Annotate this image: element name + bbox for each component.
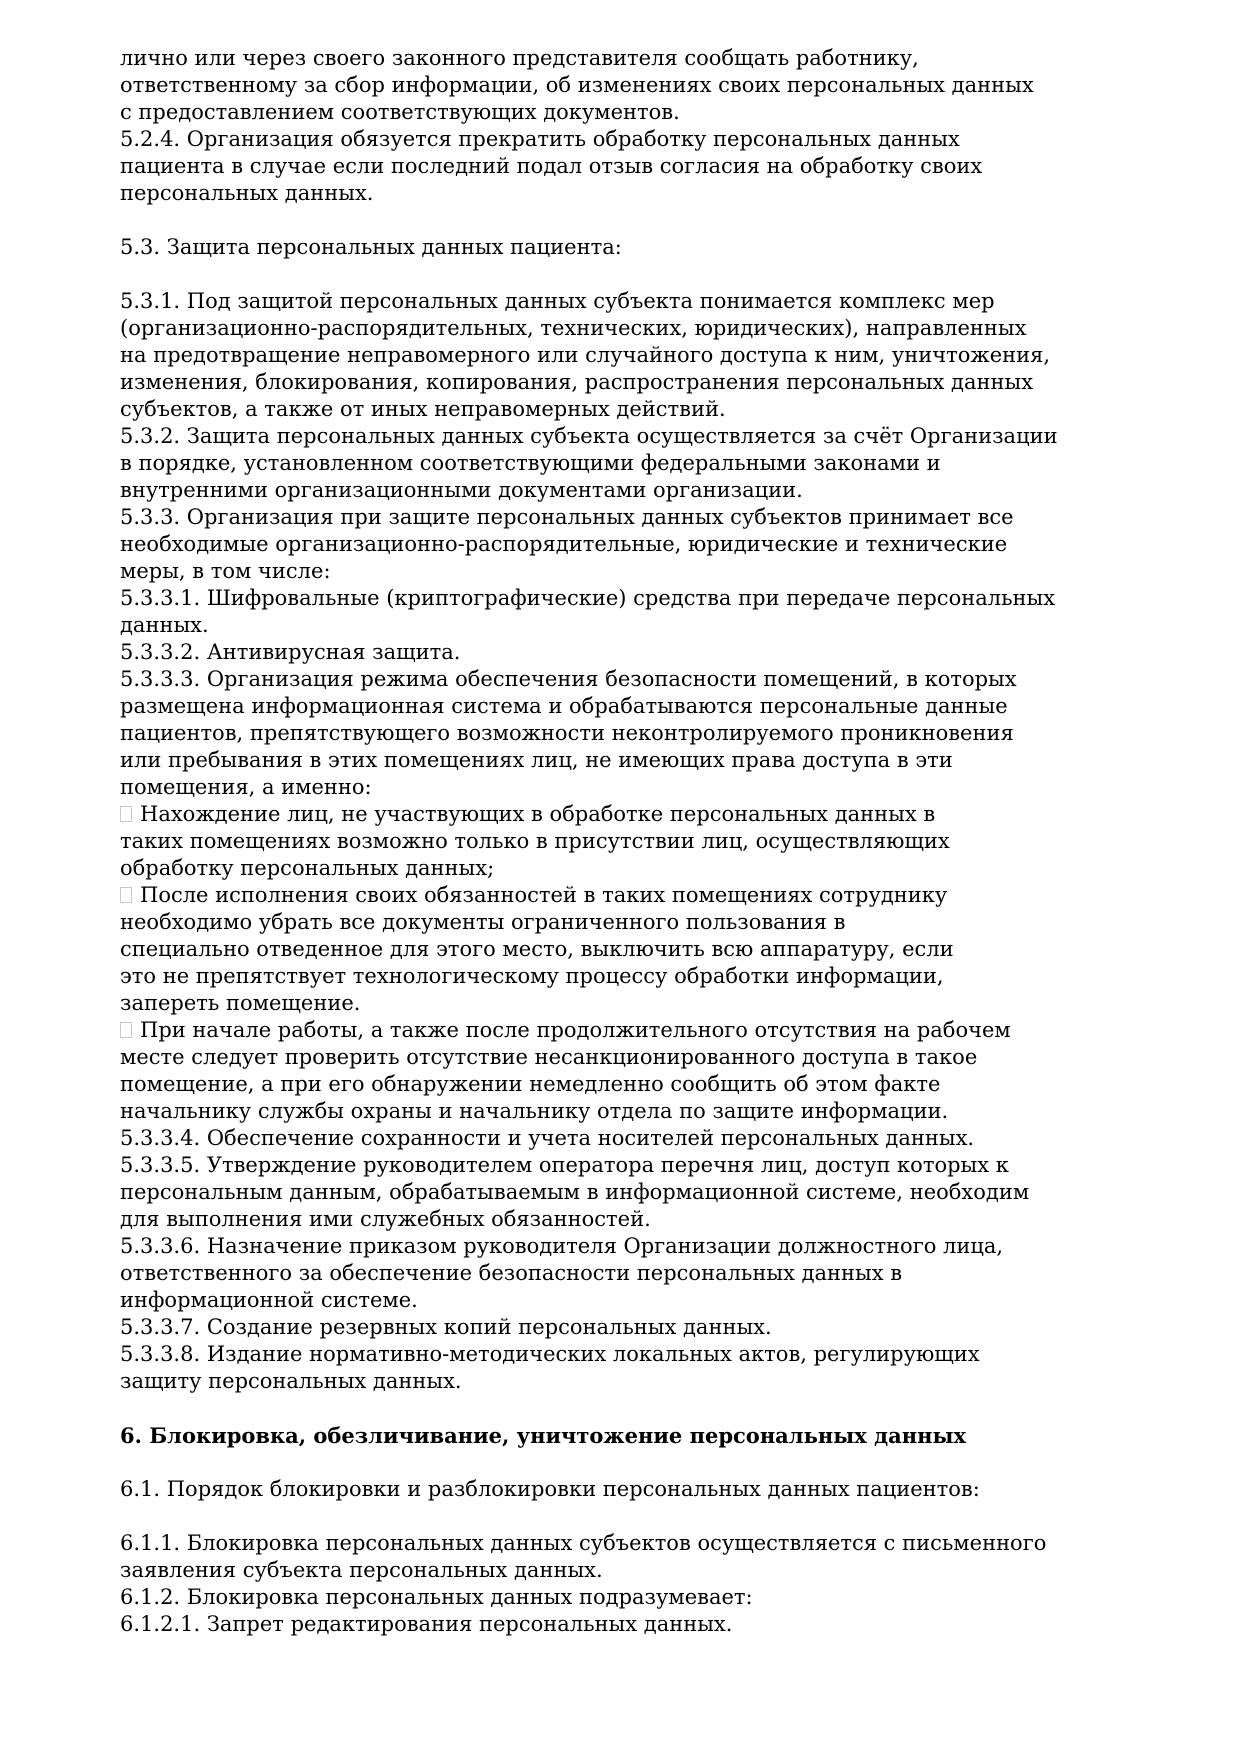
text-line <box>120 585 1130 612</box>
line-text: 5.3.3.8. Издание нормативно-методических локальных актов, регулирующих <box>120 1342 980 1366</box>
paragraph <box>120 288 1130 423</box>
line-text: запереть помещение. <box>120 991 361 1015</box>
paragraph <box>120 504 1130 585</box>
text-line <box>120 1287 1130 1314</box>
text-line <box>120 1017 1130 1044</box>
line-text: После исполнения своих обязанностей в таких помещениях сотруднику <box>140 883 948 907</box>
line-text: размещена информационная система и обрабатываются персональные данные <box>120 694 1008 718</box>
line-text: для выполнения ими служебных обязанностей. <box>120 1207 651 1231</box>
line-text: ответственного за обеспечение безопасности персональных данных в <box>120 1261 903 1285</box>
paragraph <box>120 234 1130 261</box>
text-line <box>120 1611 1130 1638</box>
line-text: 6. Блокировка, обезличивание, уничтожение персональных данных <box>120 1423 967 1448</box>
line-text: 5.3.3.5. Утверждение руководителем оператора перечня лиц, доступ которых к <box>120 1153 1009 1177</box>
line-text: или пребывания в этих помещениях лиц, не имеющих права доступа в эти <box>120 748 953 772</box>
missing-glyph-bullet-icon <box>120 887 132 903</box>
line-text: это не препятствует технологическому процессу обработки информации, <box>120 964 944 988</box>
line-text: заявления субъекта персональных данных. <box>120 1558 603 1582</box>
text-line <box>120 774 1130 801</box>
text-line <box>120 666 1130 693</box>
line-text: обработку персональных данных; <box>120 856 495 880</box>
text-line <box>120 1044 1130 1071</box>
line-text: таких помещениях возможно только в присутствии лиц, осуществляющих <box>120 829 950 853</box>
text-line <box>120 342 1130 369</box>
text-line <box>120 1071 1130 1098</box>
text-line <box>120 1422 1130 1449</box>
text-line <box>120 504 1130 531</box>
text-line <box>120 450 1130 477</box>
text-line <box>120 936 1130 963</box>
text-line <box>120 72 1130 99</box>
line-text: 5.3.3.1. Шифровальные (криптографические) средства при передаче персональных <box>120 586 1056 610</box>
line-text: При начале работы, а также после продолжительного отсутствия на рабочем <box>140 1018 1011 1042</box>
line-text: 5.2.4. Организация обязуется прекратить обработку персональных данных <box>120 127 960 151</box>
text-line <box>120 801 1130 828</box>
text-line <box>120 369 1130 396</box>
bullet-item <box>120 882 1130 1017</box>
line-text: помещения, а именно: <box>120 775 372 799</box>
line-text: персональным данным, обрабатываемым в информационной системе, необходим <box>120 1180 1030 1204</box>
line-text: 6.1.2.1. Запрет редактирования персональных данных. <box>120 1612 733 1636</box>
text-line <box>120 882 1130 909</box>
line-text: 5.3.1. Под защитой персональных данных субъекта понимается комплекс мер <box>120 289 995 313</box>
line-text: на предотвращение неправомерного или случайного доступа к ним, уничтожения, <box>120 343 1051 367</box>
paragraph <box>120 1476 1130 1503</box>
text-line <box>120 639 1130 666</box>
blank-line <box>120 1503 1130 1530</box>
line-text: 5.3.2. Защита персональных данных субъекта осуществляется за счёт Организации <box>120 424 1058 448</box>
line-text: в порядке, установленном соответствующими федеральными законами и <box>120 451 941 475</box>
text-line <box>120 1152 1130 1179</box>
text-line <box>120 477 1130 504</box>
line-text: помещение, а при его обнаружении немедленно сообщить об этом факте <box>120 1072 941 1096</box>
line-text: 5.3.3. Организация при защите персональных данных субъектов принимает все <box>120 505 1014 529</box>
text-line <box>120 1476 1130 1503</box>
paragraph <box>120 423 1130 504</box>
line-text: субъектов, а также от иных неправомерных действий. <box>120 397 726 421</box>
text-line <box>120 234 1130 261</box>
paragraph <box>120 1611 1130 1638</box>
paragraph <box>120 1584 1130 1611</box>
line-text: 6.1. Порядок блокировки и разблокировки персональных данных пациентов: <box>120 1477 980 1501</box>
text-line <box>120 1179 1130 1206</box>
line-text: специально отведенное для этого место, выключить всю аппаратуру, если <box>120 937 954 961</box>
text-line <box>120 153 1130 180</box>
line-text: 6.1.1. Блокировка персональных данных субъектов осуществляется с письменного <box>120 1531 1047 1555</box>
text-line <box>120 396 1130 423</box>
text-line <box>120 963 1130 990</box>
line-text: персональных данных. <box>120 181 374 205</box>
text-line <box>120 531 1130 558</box>
line-text: 5.3.3.7. Создание резервных копий персональных данных. <box>120 1315 772 1339</box>
line-text: начальнику службы охраны и начальнику отдела по защите информации. <box>120 1099 949 1123</box>
text-line <box>120 828 1130 855</box>
paragraph <box>120 126 1130 207</box>
paragraph <box>120 1125 1130 1152</box>
blank-line <box>120 1395 1130 1422</box>
missing-glyph-bullet-icon <box>120 1022 132 1038</box>
line-text: месте следует проверить отсутствие несанкционированного доступа в такое <box>120 1045 978 1069</box>
text-line <box>120 1098 1130 1125</box>
paragraph <box>120 45 1130 126</box>
text-line <box>120 1368 1130 1395</box>
line-text: 5.3. Защита персональных данных пациента: <box>120 235 622 259</box>
line-text: с предоставлением соответствующих документов. <box>120 100 680 124</box>
blank-line <box>120 1449 1130 1476</box>
line-text: меры, в том числе: <box>120 559 331 583</box>
line-text: лично или через своего законного представителя сообщать работнику, <box>120 46 919 70</box>
text-line <box>120 909 1130 936</box>
paragraph <box>120 1530 1130 1584</box>
missing-glyph-bullet-icon <box>120 806 132 822</box>
text-line <box>120 558 1130 585</box>
line-text: необходимо убрать все документы ограниченного пользования в <box>120 910 846 934</box>
paragraph <box>120 1341 1130 1395</box>
bullet-item <box>120 1017 1130 1125</box>
line-text: 5.3.3.6. Назначение приказом руководителя Организации должностного лица, <box>120 1234 1004 1258</box>
line-text: 5.3.3.4. Обеспечение сохранности и учета носителей персональных данных. <box>120 1126 975 1150</box>
paragraph <box>120 1152 1130 1233</box>
blank-line <box>120 207 1130 234</box>
section-heading <box>120 1422 1130 1449</box>
line-text: необходимые организационно-распорядительные, юридические и технические <box>120 532 1008 556</box>
text-line <box>120 99 1130 126</box>
text-line <box>120 1341 1130 1368</box>
text-line <box>120 126 1130 153</box>
paragraph <box>120 639 1130 666</box>
line-text: пациентов, препятствующего возможности неконтролируемого проникновения <box>120 721 1014 745</box>
line-text: (организационно-распорядительных, технических, юридических), направленных <box>120 316 1027 340</box>
text-line <box>120 1314 1130 1341</box>
line-text: внутренними организационными документами организации. <box>120 478 803 502</box>
bullet-item <box>120 801 1130 882</box>
line-text: изменения, блокирования, копирования, распространения персональных данных <box>120 370 1034 394</box>
line-text: 6.1.2. Блокировка персональных данных подразумевает: <box>120 1585 753 1609</box>
line-text: Нахождение лиц, не участвующих в обработке персональных данных в <box>140 802 936 826</box>
text-line <box>120 1530 1130 1557</box>
text-line <box>120 693 1130 720</box>
text-line <box>120 423 1130 450</box>
line-text: 5.3.3.3. Организация режима обеспечения безопасности помещений, в которых <box>120 667 1017 691</box>
line-text: пациента в случае если последний подал отзыв согласия на обработку своих <box>120 154 983 178</box>
text-line <box>120 1125 1130 1152</box>
text-line <box>120 1557 1130 1584</box>
line-text: информационной системе. <box>120 1288 418 1312</box>
text-line <box>120 1206 1130 1233</box>
text-line <box>120 1260 1130 1287</box>
text-line <box>120 747 1130 774</box>
line-text: данных. <box>120 613 209 637</box>
text-line <box>120 1233 1130 1260</box>
blank-line <box>120 261 1130 288</box>
text-line <box>120 855 1130 882</box>
text-line <box>120 315 1130 342</box>
text-line <box>120 180 1130 207</box>
paragraph <box>120 1233 1130 1314</box>
paragraph <box>120 1314 1130 1341</box>
line-text: ответственному за сбор информации, об изменениях своих персональных данных <box>120 73 1034 97</box>
text-line <box>120 1584 1130 1611</box>
paragraph <box>120 666 1130 801</box>
line-text: 5.3.3.2. Антивирусная защита. <box>120 640 461 664</box>
document-body <box>120 45 1130 1638</box>
paragraph <box>120 585 1130 639</box>
text-line <box>120 612 1130 639</box>
text-line <box>120 288 1130 315</box>
text-line <box>120 720 1130 747</box>
line-text: защиту персональных данных. <box>120 1369 462 1393</box>
text-line <box>120 990 1130 1017</box>
text-line <box>120 45 1130 72</box>
